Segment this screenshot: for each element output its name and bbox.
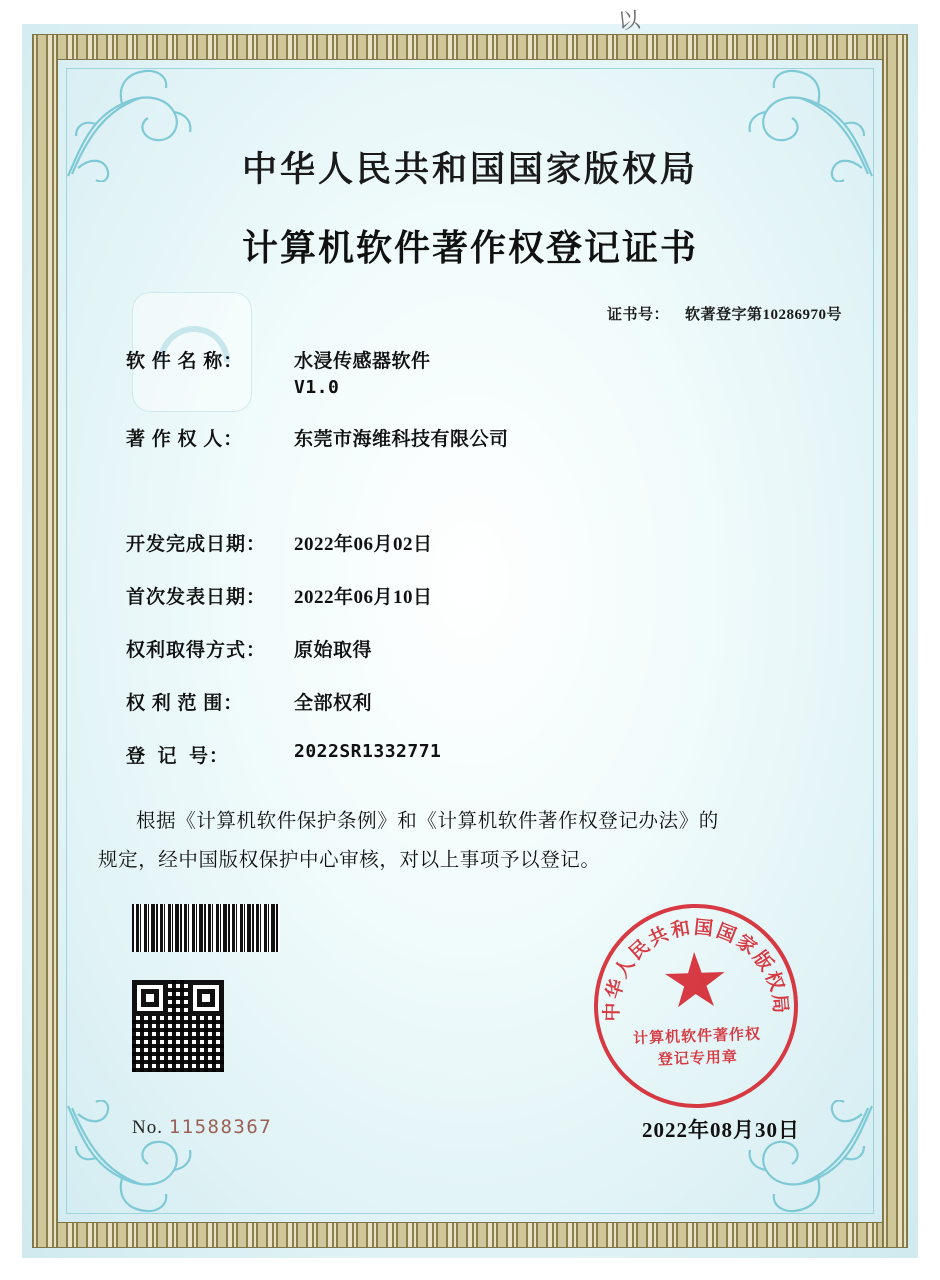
border-top bbox=[32, 34, 908, 60]
field-copyright-owner bbox=[126, 424, 852, 451]
field-rights-acquisition bbox=[126, 635, 852, 662]
seal-ring-text bbox=[595, 905, 798, 1108]
certificate-number bbox=[88, 303, 852, 324]
border-right bbox=[882, 34, 908, 1248]
svg-text:中华人民共和国国家版权局: 中华人民共和国国家版权局 bbox=[601, 916, 792, 1022]
qr-code-icon bbox=[132, 980, 224, 1072]
border-left bbox=[32, 34, 58, 1248]
field-rights-scope bbox=[126, 688, 852, 715]
field-value: 2022年06月10日 bbox=[294, 587, 433, 608]
seal-line-2: 登记专用章 bbox=[657, 1047, 739, 1069]
certificate-number-label: 证书号： bbox=[606, 307, 669, 323]
field-first-publish-date bbox=[126, 582, 852, 609]
serial-value: 11588367 bbox=[168, 1116, 273, 1138]
field-list bbox=[88, 346, 852, 768]
field-label: 开发完成日期： bbox=[126, 534, 267, 555]
statement-line-2: 规定，经中国版权保护中心审核，对以上事项予以登记。 bbox=[98, 850, 601, 871]
field-development-date bbox=[126, 529, 852, 556]
serial-label: No. bbox=[132, 1117, 163, 1138]
spacer bbox=[126, 477, 852, 529]
issue-date: 2022年08月30日 bbox=[642, 1118, 800, 1142]
field-label: 著 作 权 人： bbox=[126, 429, 244, 450]
page-subtitle: 计算机软件著作权登记证书 bbox=[241, 227, 698, 269]
barcode-icon bbox=[132, 904, 280, 952]
seal-text bbox=[599, 1023, 796, 1073]
field-software-version bbox=[126, 377, 852, 398]
field-value: 原始取得 bbox=[294, 640, 373, 661]
field-value: 东莞市海维科技有限公司 bbox=[294, 429, 509, 450]
certificate-page bbox=[22, 24, 918, 1258]
spacer bbox=[126, 402, 852, 424]
official-seal bbox=[591, 901, 802, 1112]
legal-statement bbox=[88, 802, 852, 880]
handwritten-mark: 以 bbox=[616, 6, 642, 35]
field-label: 权 利 范 围： bbox=[126, 693, 244, 714]
seal-line-1: 计算机软件著作权 bbox=[632, 1024, 762, 1048]
code-block bbox=[132, 904, 280, 1072]
field-registration-number bbox=[126, 741, 852, 768]
field-label: 权利取得方式： bbox=[126, 640, 267, 661]
serial-number bbox=[132, 1116, 272, 1139]
page-title: 中华人民共和国国家版权局 bbox=[241, 149, 698, 190]
field-value: 2022年06月02日 bbox=[294, 534, 433, 555]
statement-line-1: 根据《计算机软件保护条例》和《计算机软件著作权登记办法》的 bbox=[136, 811, 719, 832]
field-label: 登 记 号： bbox=[126, 746, 230, 767]
field-value: 水浸传感器软件 bbox=[294, 351, 431, 372]
border-bottom bbox=[32, 1222, 908, 1248]
certificate-number-value: 软著登字第10286970号 bbox=[684, 307, 842, 323]
field-label: 软 件 名 称： bbox=[126, 351, 244, 372]
field-label: 首次发表日期： bbox=[126, 587, 267, 608]
field-value: V1.0 bbox=[294, 377, 340, 398]
field-software-name bbox=[126, 346, 852, 373]
field-value: 2022SR1332771 bbox=[294, 741, 442, 762]
field-value: 全部权利 bbox=[294, 693, 373, 714]
